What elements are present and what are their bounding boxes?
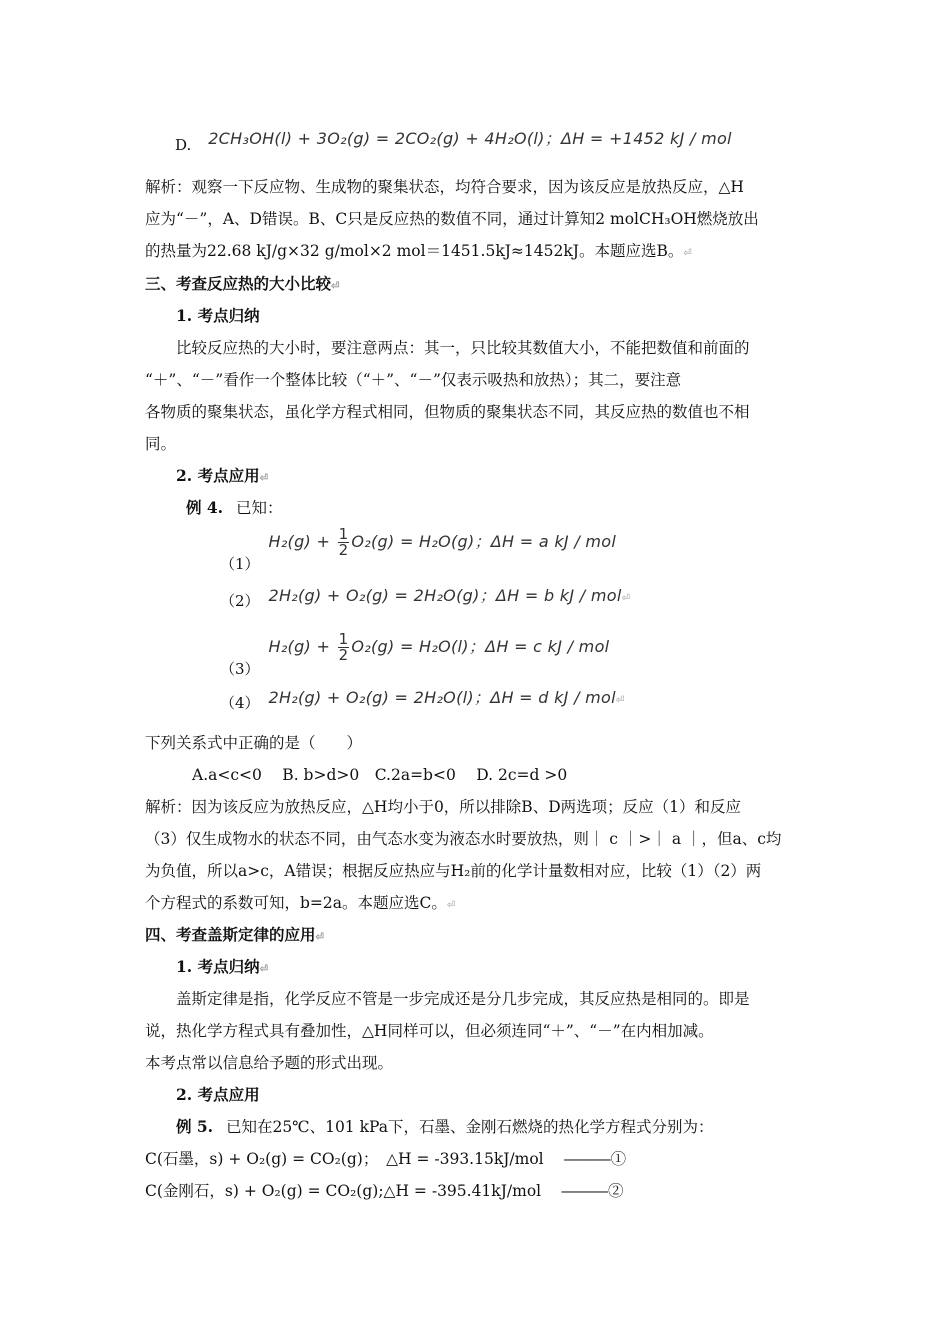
analysis-line-text: 个方程式的系数可知，b=2a。本题应选C。 xyxy=(145,894,447,912)
fraction xyxy=(338,632,350,663)
equation-text: 2H₂(g) + O₂(g) = 2H₂O(g)；ΔH = b kJ / mol xyxy=(268,586,622,605)
equation-4: （4） 2H₂(g) + O₂(g) = 2H₂O(l)；ΔH = d kJ / mol⏎ xyxy=(220,688,625,712)
section-3-title: 三、考查反应热的大小比较⏎ xyxy=(145,274,340,293)
option-d-label: D. xyxy=(175,136,192,154)
paragraph-line: 本考点常以信息给予题的形式出现。 xyxy=(145,1054,394,1072)
equation-text xyxy=(268,630,610,664)
thermo-equation-2: C(金刚石，s) + O₂(g) = CO₂(g);△H = -395.41kJ/mol ―――② xyxy=(145,1182,624,1200)
paragraph-line: 同。 xyxy=(145,435,177,453)
analysis-line: 解析：观察一下反应物、生成物的聚集状态，均符合要求，因为该反应是放热反应，△H xyxy=(145,178,744,196)
example-4-label: 例 4. xyxy=(186,498,224,517)
equation-3 xyxy=(220,630,610,678)
section-4-subtitle-1-text: 1. 考点归纳 xyxy=(176,957,260,976)
section-4-title: 四、考查盖斯定律的应用⏎ xyxy=(145,925,324,944)
paragraph-line: 盖斯定律是指，化学反应不管是一步完成还是分几步完成，其反应热是相同的。即是 xyxy=(176,990,750,1008)
answer-options: A.a<c<0 B. b>d>0 C.2a=b<0 D. 2c=d >0 xyxy=(192,766,568,784)
analysis-line: 解析：因为该反应为放热反应，△H均小于0，所以排除B、D两选项；反应（1）和反应 xyxy=(145,798,741,816)
analysis-line: 的热量为22.68 kJ/g×32 g/mol×2 mol＝1451.5kJ≈1452kJ。本题应选B。⏎ xyxy=(145,242,692,260)
equation-number: （3） xyxy=(220,660,260,678)
section-4-subtitle-1: 1. 考点归纳⏎ xyxy=(176,957,268,976)
section-4-subtitle-2: 2. 考点应用 xyxy=(176,1085,260,1104)
analysis-line: 应为“－”，A、D错误。B、C只是反应热的数值不同，通过计算知2 molCH₃OH燃烧放出 xyxy=(145,210,759,228)
equation-pre: H₂(g) + xyxy=(268,637,336,656)
analysis-line: 个方程式的系数可知，b=2a。本题应选C。⏎ xyxy=(145,894,456,912)
section-3-title-text: 三、考查反应热的大小比较 xyxy=(145,274,332,293)
section-4-title-text: 四、考查盖斯定律的应用 xyxy=(145,925,316,944)
fraction-numerator: 1 xyxy=(338,525,349,543)
equation-number: （1） xyxy=(220,555,260,573)
fraction xyxy=(338,527,350,558)
section-3-subtitle-2-text: 2. 考点应用 xyxy=(176,466,260,485)
equation-post: O₂(g) = H₂O(g)；ΔH = a kJ / mol xyxy=(351,532,617,551)
equation-post: O₂(g) = H₂O(l)；ΔH = c kJ / mol xyxy=(351,637,610,656)
option-d-equation: 2CH₃OH(l) + 3O₂(g) = 2CO₂(g) + 4H₂O(l)；ΔH = +1452 kJ / mol xyxy=(208,129,732,148)
question: 下列关系式中正确的是（ ） xyxy=(145,734,363,752)
equation-text: 2H₂(g) + O₂(g) = 2H₂O(l)；ΔH = d kJ / mol xyxy=(268,688,616,707)
paragraph-line: 说，热化学方程式具有叠加性，△H同样可以，但必须连同“＋”、“－”在内相加减。 xyxy=(145,1022,714,1040)
section-3-subtitle-2: 2. 考点应用⏎ xyxy=(176,466,268,485)
analysis-line: 为负值，所以a>c，A错误；根据反应热应与H₂前的化学计量数相对应，比较（1）（2）两 xyxy=(145,862,762,880)
fraction-numerator: 1 xyxy=(338,630,349,648)
analysis-line: （3）仅生成物水的状态不同，由气态水变为液态水时要放热，则｜ c ｜>｜ a ｜，但a、c均 xyxy=(145,830,782,848)
example-4-header xyxy=(186,498,283,518)
example-5-label: 例 5. xyxy=(176,1117,214,1136)
paragraph-line: “＋”、“－”看作一个整体比较（“＋”、“－”仅表示吸热和放热）；其二，要注意 xyxy=(145,371,682,389)
equation-pre: H₂(g) + xyxy=(268,532,336,551)
option-d xyxy=(175,129,732,154)
equation-text xyxy=(268,525,617,559)
section-3-subtitle-1: 1. 考点归纳 xyxy=(176,306,260,325)
paragraph-line: 比较反应热的大小时，要注意两点：其一，只比较其数值大小，不能把数值和前面的 xyxy=(176,339,750,357)
paragraph-line: 各物质的聚集状态，虽化学方程式相同，但物质的聚集状态不同，其反应热的数值也不相 xyxy=(145,403,750,421)
example-5-header xyxy=(176,1117,713,1137)
equation-number: （2） xyxy=(220,592,260,610)
example-5-text: 已知在25℃、101 kPa下，石墨、金刚石燃烧的热化学方程式分别为： xyxy=(226,1118,714,1136)
equation-1 xyxy=(220,525,617,573)
fraction-denominator: 2 xyxy=(338,541,349,559)
equation-2: （2） 2H₂(g) + O₂(g) = 2H₂O(g)；ΔH = b kJ / mol⏎ xyxy=(220,586,630,610)
fraction-denominator: 2 xyxy=(338,646,349,664)
equation-number: （4） xyxy=(220,694,260,712)
analysis-line-text: 的热量为22.68 kJ/g×32 g/mol×2 mol＝1451.5kJ≈1452kJ。本题应选B。 xyxy=(145,242,684,260)
thermo-equation-1: C(石墨，s) + O₂(g) = CO₂(g)； △H = -393.15kJ/mol ―――① xyxy=(145,1150,627,1168)
example-4-text: 已知： xyxy=(236,499,283,517)
